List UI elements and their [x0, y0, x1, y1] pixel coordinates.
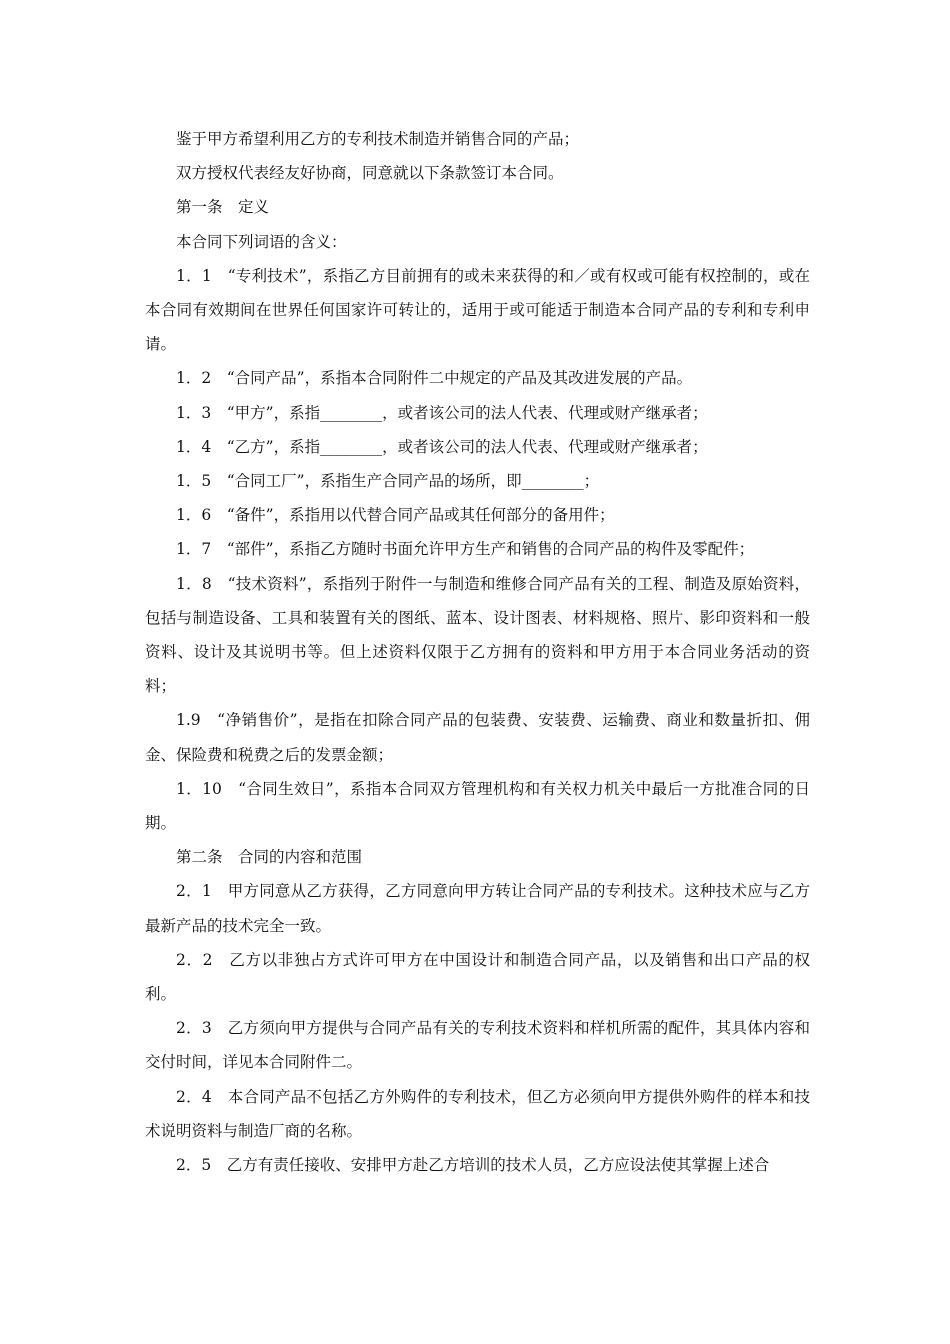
clause-2-1: 2．1 甲方同意从乙方获得，乙方同意向甲方转让合同产品的专利技术。这种技术应与乙方最新产品的技术完全一致。 — [145, 882, 810, 935]
document-body — [145, 122, 810, 1182]
clause-1-5: 1．5 “合同工厂”，系指生产合同产品的场所，即________； — [176, 472, 600, 491]
clause-1-9: 1.9 “净销售价”，是指在扣除合同产品的包装费、安装费、运输费、商业和数量折扣、佣金、保险费和税费之后的发票金额； — [145, 711, 810, 764]
definitions-intro: 本合同下列词语的含义： — [176, 232, 347, 251]
clause-1-6: 1．6 “备件”，系指用以代替合同产品或其任何部分的备用件； — [176, 506, 615, 525]
clause-1-4: 1．4 “乙方”，系指________，或者该公司的法人代表、代理或财产继承者； — [176, 437, 708, 456]
clause-1-10: 1．10 “合同生效日”，系指本合同双方管理机构和有关权力机关中最后一方批准合同的日期。 — [145, 779, 810, 833]
article-2-heading: 第二条 合同的内容和范围 — [176, 848, 363, 867]
paragraph-preamble-1: 鉴于甲方希望利用乙方的专利技术制造并销售合同的产品； — [176, 130, 580, 148]
clause-2-4: 2．4 本合同产品不包括乙方外购件的专利技术，但乙方必须向甲方提供外购件的样本和技术说明资料与制造厂商的名称。 — [145, 1087, 810, 1140]
clause-2-2: 2．2 乙方以非独占方式许可甲方在中国设计和制造合同产品，以及销售和出口产品的权利。 — [145, 950, 810, 1004]
clause-1-3: 1．3 “甲方”，系指________，或者该公司的法人代表、代理或财产继承者； — [176, 403, 708, 422]
article-1-heading: 第一条 定义 — [176, 198, 270, 217]
clause-2-5: 2．5 乙方有责任接收、安排甲方赴乙方培训的技术人员，乙方应设法使其掌握上述合 — [176, 1156, 770, 1175]
clause-2-3: 2．3 乙方须向甲方提供与合同产品有关的专利技术资料和样机所需的配件，其具体内容和交付时间，详见本合同附件二。 — [145, 1019, 810, 1072]
clause-1-7: 1．7 “部件”，系指乙方随时书面允许甲方生产和销售的合同产品的构件及零配件； — [176, 540, 755, 559]
clause-1-8: 1．8 “技术资料”，系指列于附件一与制造和维修合同产品有关的工程、制造及原始资料，包括与制造设备、工具和装置有关的图纸、蓝本、设计图表、材料规格、照片、影印资料和一般资料、设计及其说明书等。但上述资料仅限于乙方拥有的资料和甲方用于本合同业务活动的资料； — [145, 574, 810, 696]
paragraph-preamble-2: 双方授权代表经友好协商，同意就以下条款签订本合同。 — [176, 164, 564, 183]
clause-1-1: 1．1 “专利技术”，系指乙方目前拥有的或未来获得的和／或有权或可能有权控制的，或在本合同有效期间在世界任何国家许可转让的，适用于或可能适于制造本合同产品的专利和专利申请。 — [145, 266, 810, 354]
clause-1-2: 1．2 “合同产品”，系指本合同附件二中规定的产品及其改进发展的产品。 — [176, 369, 693, 388]
